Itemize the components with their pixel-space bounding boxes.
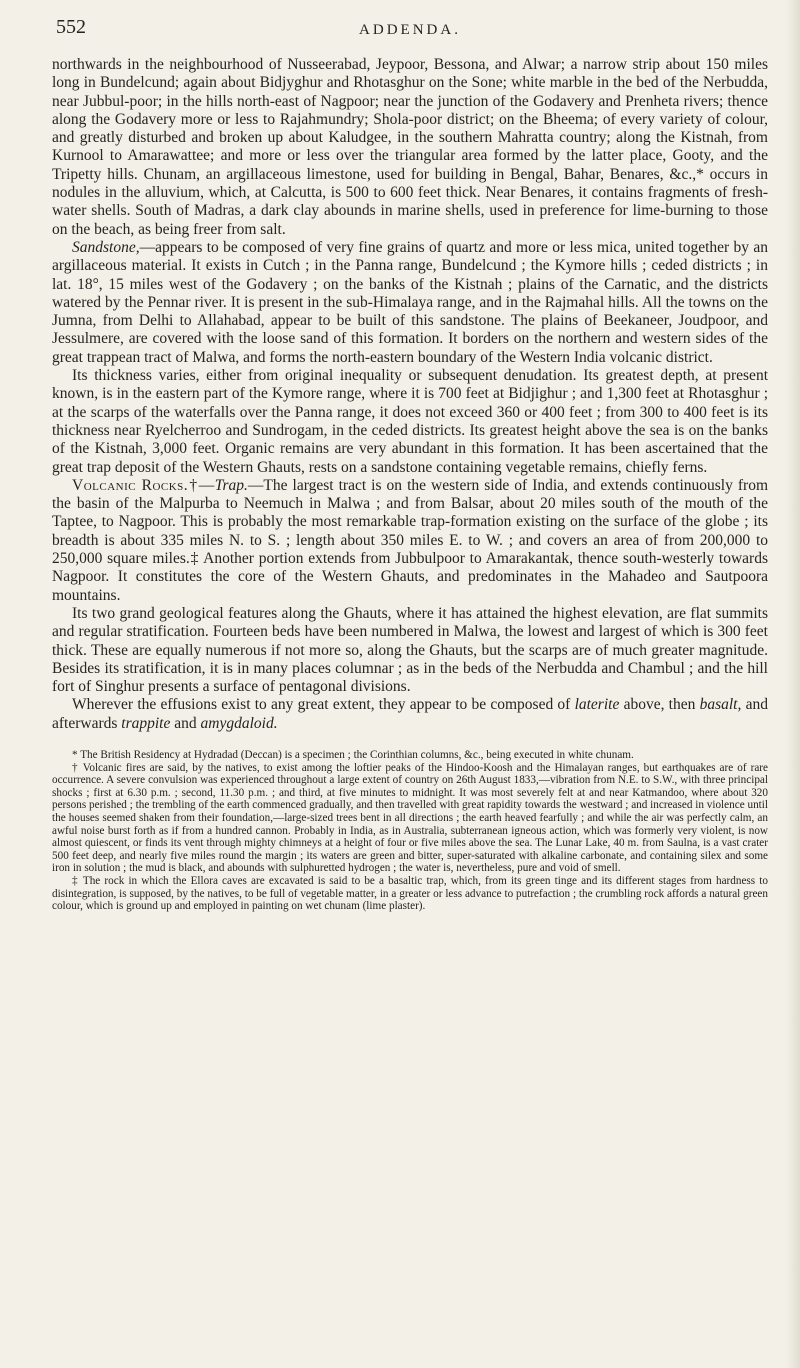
book-page: [52, 16, 768, 913]
footnote-chunam: * The British Residency at Hydradad (Deccan) is a specimen ; the Corinthian columns, &c., being executed in white chunam.: [72, 748, 634, 761]
paragraph-effusions: [52, 696, 768, 733]
term-amygdaloid: amygdaloid.: [200, 714, 278, 732]
footnote-volcanic-fires: † Volcanic fires are said, by the natives, to exist among the loftier peaks of the Hindoo-Koosh and the Himalayan ranges, but earthquakes are of rare occurrence. A severe convulsion was experienced throughout a large extent of country on 26th August 1833,—vibration from N.E. to S.W., with three principal shocks ; first at 6.30 p.m. ; second, 11.30 p.m. ; and third, at five minutes to midnight. It was most severely felt at and near Katmandoo, where about 320 persons perished ; the trembling of the earth commenced gradually, and then travelled with great rapidity towards the westward ; and increased in violence until the houses seemed shaken from their foundation,—large-sized trees bent in all directions ; the earth heaved fearfully ; and while the air was perfectly calm, an awful noise burst forth as if from a hundred cannon. Probably in India, as in Australia, subterranean igneous action, which was formerly very violent, is now almost quiescent, or finds its vent through mighty chimneys at a height of four or five miles above the sea. The Lunar Lake, 40 m. from Saulna, is a vast crater 500 feet deep, and nearly five miles round the margin ; its waters are green and bitter, super-saturated with alkaline carbonate, and containing silex and some iron in solution ; the mud is black, and abounds with sulphuretted hydrogen ; the water is, nevertheless, pure and void of smell.: [52, 761, 768, 875]
page-number: 552: [56, 16, 86, 38]
term-basalt: basalt,: [699, 696, 742, 714]
running-head: ADDENDA.: [359, 22, 461, 38]
page-edge-shadow: [786, 0, 800, 1368]
term-laterite: laterite: [574, 696, 620, 714]
footnotes: [52, 749, 768, 913]
sandstone-heading: Sandstone,: [72, 238, 140, 256]
trap-heading: Trap.: [214, 476, 248, 494]
footnote-ellora-caves: ‡ The rock in which the Ellora caves are excavated is said to be a basaltic trap, which, from its green tinge and its different stages from hardness to disintegration, is supposed, by the natives, to be full of vegetable matter, in a greater or less advance to putrefaction ; the crumbling rock affords a natural green colour, which is ground up and employed in painting on wet chunam (lime plaster).: [52, 874, 768, 913]
paragraph-geological-features: Its two grand geological features along the Ghauts, where it has attained the highest elevation, are flat summits and regular stratification. Fourteen beds have been numbered in Malwa, the lowest and largest of which is 300 feet thick. These are equally numerous if not more so, along the Ghauts, but the scarps are of much greater magnitude. Besides its stratification, it is in many places columnar ; as in the beds of the Nerbudda and Chambul ; and the hill fort of Singhur presents a surface of pentagonal divisions.: [52, 604, 768, 696]
paragraph-sandstone: [52, 239, 768, 367]
effusions-text-c: and afterwards: [52, 696, 768, 732]
page-header: [52, 16, 768, 56]
volcanic-rocks-heading: Volcanic Rocks.†—: [72, 476, 215, 494]
effusions-text-d: and: [170, 714, 201, 732]
volcanic-rocks-text: —The largest tract is on the western side of India, and extends continuously from the basin of the Malpurba to Neemuch in Malwa ; and from Balsar, about 20 miles south of the mouth of the Taptee, to Nagpoor. This is probably the most remarkable trap-formation existing on the surface of the globe ; its breadth is about 335 miles N. to S. ; length about 350 miles E. to W. ; and covers an area of from 200,000 to 250,000 square miles.‡ Another portion extends from Jubbulpoor to Amarakantak, thence south-westerly towards Nagpoor. It constitutes the core of the Western Ghauts, and predominates in the Mahadeo and Sautpoora mountains.: [52, 476, 768, 604]
paragraph-volcanic-rocks: [52, 477, 768, 605]
main-text: [52, 56, 768, 733]
paragraph-sandstone-thickness: Its thickness varies, either from original inequality or subsequent denudation. Its greatest depth, at present known, is in the eastern part of the Kymore range, where it is 700 feet at Bidjighur ; and 1,300 feet at Rhotasghur ; at the scarps of the waterfalls over the Panna range, it does not exceed 360 or 400 feet ; from 300 to 400 feet is its thickness near Ryelcherroo and Sundrogam, in the ceded districts. Its greatest height above the sea is on the banks of the Kistnah, 3,000 feet. Organic remains are very abundant in this formation. It has been ascertained that the great trap deposit of the Western Ghauts, rests on a sandstone containing vegetable remains, chiefly ferns.: [52, 367, 768, 476]
effusions-text-b: above, then: [619, 696, 700, 714]
term-trappite: trappite: [121, 714, 171, 732]
sandstone-text: —appears to be composed of very fine grains of quartz and more or less mica, united together by an argillaceous material. It exists in Cutch ; in the Panna range, Bundelcund ; the Kymore hills ; ceded districts ; in lat. 18°, 15 miles west of the Godavery ; on the banks of the Kistnah ; plains of the Carnatic, and the districts watered by the Pennar river. It is present in the sub-Himalaya range, and in the Rajmahal hills. All the towns on the Jumna, from Delhi to Allahabad, appear to be built of this sandstone. The plains of Beekaneer, Joudpoor, and Jessulmere, are covered with the loose sand of this formation. It borders on the northern and western sides of the great trappean tract of Malwa, and forms the north-eastern boundary of the Western India volcanic district.: [52, 238, 768, 366]
effusions-text-a: Wherever the effusions exist to any great extent, they appear to be composed of: [72, 696, 575, 714]
paragraph-limestone-continued: northwards in the neighbourhood of Nusseerabad, Jeypoor, Bessona, and Alwar; a narrow strip about 150 miles long in Bundelcund; again about Bidjyghur and Rhotasghur on the Sone; white marble in the bed of the Nerbudda, near Jubbul-poor; in the hills north-east of Nagpoor; near the junction of the Godavery and Prenheta rivers; thence along the Godavery more or less to Rajahmundry; Shola-poor district; on the Bheema; of every variety of colour, and greatly disturbed and broken up about Kaludgee, in the southern Mahratta country; along the Kistnah, from Kurnool to Amarawattee; and more or less over the triangular area formed by the latter place, Gooty, and the Tripetty hills. Chunam, an argillaceous limestone, used for building in Bengal, Bahar, Benares, &c.,* occurs in nodules in the alluvium, which, at Calcutta, is 500 to 600 feet thick. Near Benares, it contains fragments of fresh-water shells. South of Madras, a dark clay abounds in marine shells, used in preference for lime-burning to those on the beach, as being freer from salt.: [52, 56, 768, 238]
